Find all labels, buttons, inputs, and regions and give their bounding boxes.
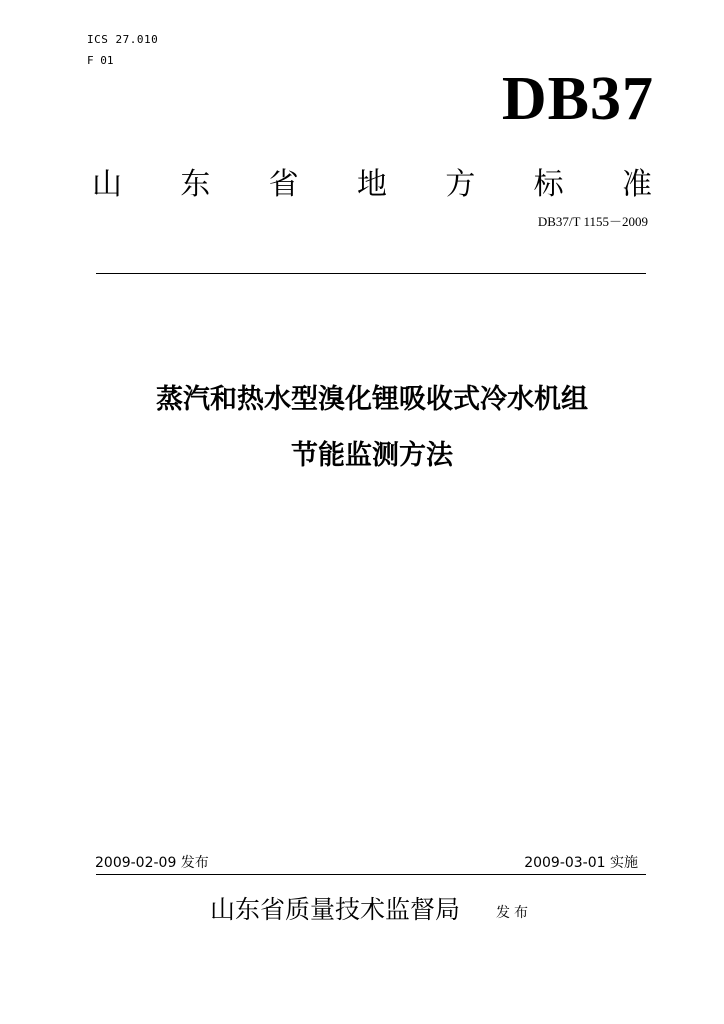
standard-number: DB37/T 1155－2009 xyxy=(537,214,648,229)
bottom-divider xyxy=(96,874,646,875)
document-title-line-2: 节能监测方法 xyxy=(291,440,453,471)
db-code-mark: DB37 xyxy=(501,65,654,133)
issue-label: 发布 xyxy=(496,905,532,921)
document-title-line-1: 蒸汽和热水型溴化锂吸收式冷水机组 xyxy=(156,384,588,415)
standard-type-char: 东 xyxy=(180,167,211,202)
standard-type-char: 方 xyxy=(445,167,476,202)
standard-type-char: 省 xyxy=(268,167,299,202)
top-divider xyxy=(96,273,646,274)
standard-type-char: 标 xyxy=(533,167,564,202)
standard-type-char: 准 xyxy=(621,167,652,202)
standard-type-char: 山 xyxy=(92,167,122,202)
ccs-code: F 01 xyxy=(87,54,114,67)
standard-type-heading xyxy=(92,165,652,205)
standard-type-char: 地 xyxy=(356,167,387,202)
ics-code: ICS 27.010 xyxy=(87,33,159,46)
implementation-date: 2009-03-01 实施 xyxy=(524,855,638,871)
issue-date: 2009-02-09 发布 xyxy=(95,855,209,871)
issuing-authority: 山东省质量技术监督局 xyxy=(210,895,461,924)
